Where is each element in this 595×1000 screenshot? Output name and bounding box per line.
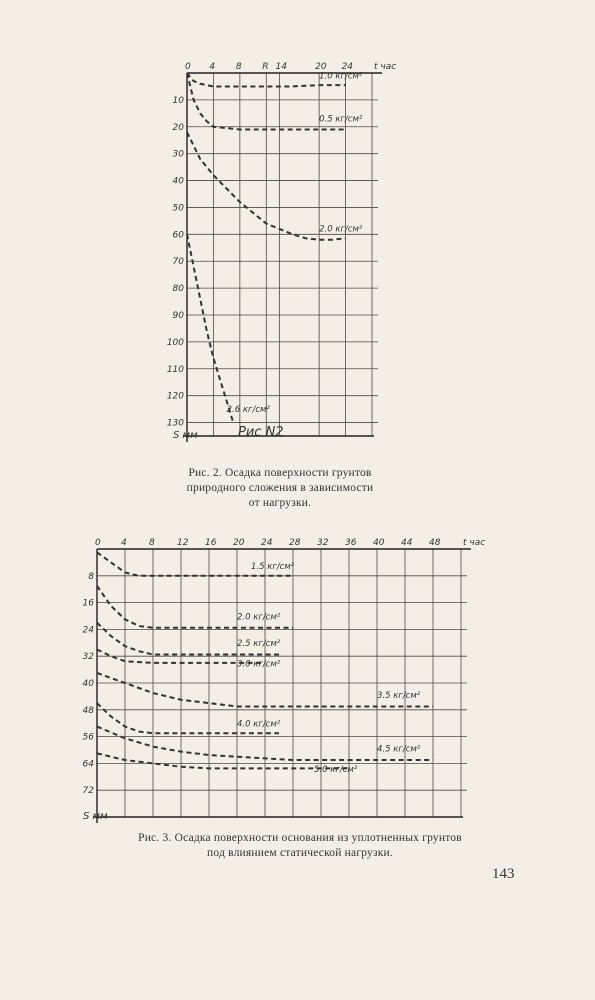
x-tick-label: 20 [233, 538, 245, 548]
series-label: 4.5 кг/см² [377, 744, 421, 755]
y-tick-label: 50 [172, 203, 184, 214]
series-label: 2.0 кг/см² [319, 224, 363, 235]
figure2-caption-line: под влиянием статической нагрузки. [207, 847, 393, 859]
series-label: 2.0 кг/см² [237, 612, 281, 623]
x-tick-label: 40 [373, 538, 385, 548]
x-tick-label: 20 [315, 62, 327, 72]
y-tick-label: 60 [172, 230, 184, 241]
series-label: 3.5 кг/см² [377, 691, 421, 702]
x-tick-label: 24 [261, 538, 273, 548]
series-label: 3.0 кг/см² [237, 659, 281, 670]
y-tick-label: 90 [172, 311, 184, 321]
grid [97, 549, 467, 817]
x-tick-label: 0 [95, 538, 101, 548]
x-tick-label: 16 [205, 538, 217, 548]
series-label: 2.6 кг/см² [226, 404, 270, 415]
axes [93, 549, 471, 823]
figure2-caption [70, 831, 530, 861]
x-tick-label: 36 [345, 538, 357, 548]
x-tick-label: 8 [149, 538, 155, 548]
x-tick-label: 48 [429, 538, 441, 548]
series-label: 1.0 кг/см² [319, 71, 363, 82]
y-tick-label: 70 [172, 257, 184, 268]
x-tick-label: 24 [341, 62, 354, 72]
x-tick-label: 8 [235, 62, 242, 72]
x-tick-label: 32 [317, 538, 329, 548]
series-label: 1.5 кг/см² [251, 562, 295, 573]
figure1-caption-line: природного сложения в зависимости [186, 482, 374, 494]
x-tick-label: 0 [185, 62, 191, 72]
x-tick-label: 4 [209, 62, 216, 72]
y-tick-label: 32 [82, 652, 94, 663]
y-axis-label: S мм [173, 430, 198, 441]
series-label: 4.0 кг/см² [237, 719, 281, 730]
y-tick-label: 56 [82, 732, 94, 743]
x-tick-label: 4 [121, 538, 127, 548]
y-tick-label: 10 [172, 95, 184, 106]
figure1-caption-line: Рис. 2. Осадка поверхности грунтов [188, 467, 372, 479]
x-tick-label: 28 [289, 538, 301, 548]
y-tick-label: 40 [172, 176, 184, 187]
x-tick-label: 44 [401, 538, 413, 548]
series-label: 0.5 кг/см² [319, 114, 363, 125]
x-axis-label: t час [463, 538, 486, 548]
page-number: 143 [492, 866, 515, 882]
y-tick-label: 20 [172, 122, 184, 133]
y-tick-label: 72 [82, 786, 94, 797]
y-tick-label: 30 [172, 149, 184, 160]
y-tick-label: 100 [166, 337, 184, 348]
y-tick-label: 120 [166, 391, 184, 402]
figure2-caption-line: Рис. 3. Осадка поверхности основания из уплотненных грунтов [138, 832, 462, 844]
x-axis-label: t час [374, 62, 397, 72]
series-label: 5.0 кг/см² [314, 764, 358, 775]
handwritten-figure-label: Рис N2 [238, 425, 284, 440]
y-tick-label: 8 [88, 571, 94, 582]
x-tick-label: 12 [177, 538, 189, 548]
y-tick-label: 110 [166, 364, 184, 375]
y-tick-label: 40 [82, 679, 94, 689]
y-tick-label: 64 [82, 759, 94, 770]
y-tick-label: 16 [82, 598, 94, 609]
y-tick-label: 48 [82, 705, 94, 716]
series-label: 2.5 кг/см² [237, 639, 281, 650]
y-tick-label: 80 [172, 284, 184, 295]
x-tick-label: R [262, 62, 269, 72]
y-axis-label: S мм [83, 811, 108, 822]
figure1-caption-line: от нагрузки. [248, 497, 312, 509]
y-tick-label: 130 [166, 418, 184, 429]
x-tick-label: 14 [275, 62, 287, 72]
y-tick-label: 24 [82, 625, 94, 636]
